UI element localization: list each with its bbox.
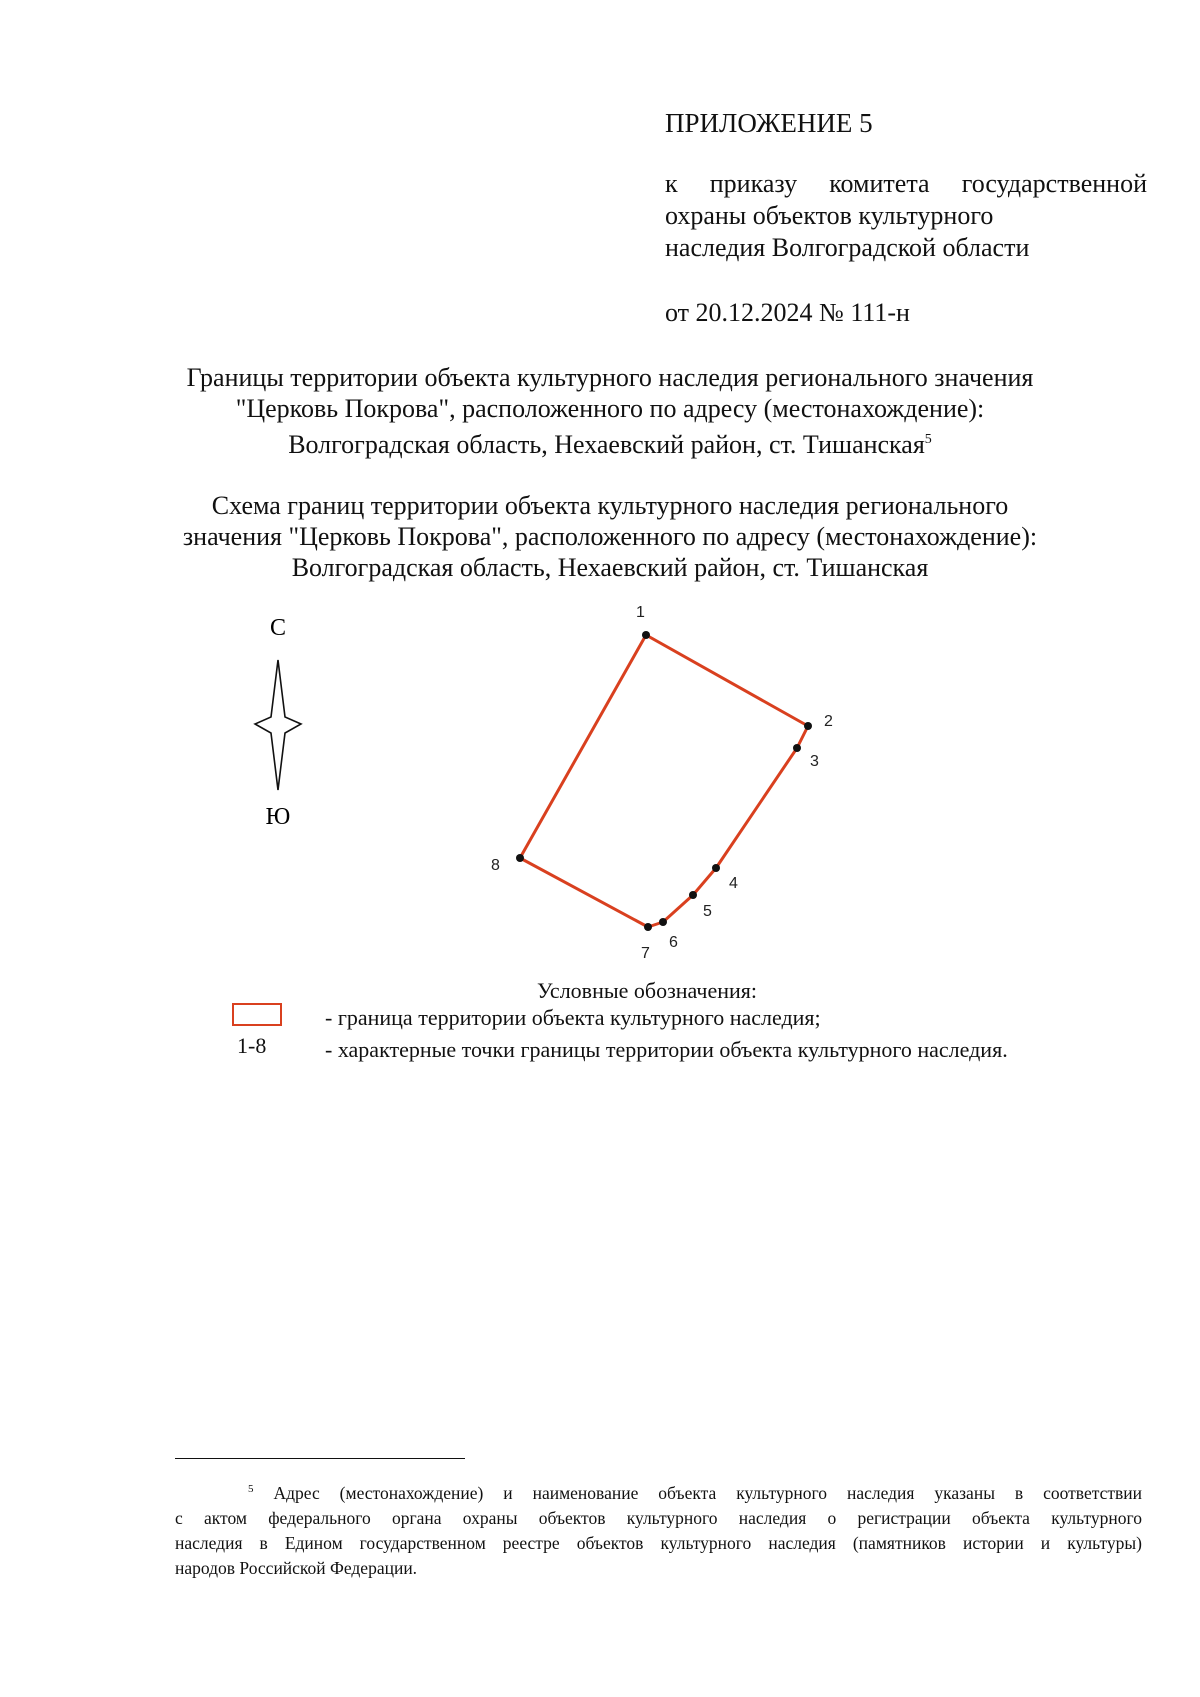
boundaries-heading	[150, 362, 1070, 460]
order-date: от 20.12.2024 № 111-н	[665, 298, 910, 327]
scheme-heading-line: значения "Церковь Покрова", расположенного по адресу (местонахождение):	[182, 522, 1038, 551]
point-label: 3	[810, 753, 819, 770]
legend-boundary-desc: - граница территории объекта культурного наследия;	[325, 1005, 821, 1030]
point-label: 2	[824, 713, 833, 730]
appendix-title: ПРИЛОЖЕНИЕ 5	[665, 108, 873, 138]
order-reference-line: охраны объектов культурного	[665, 201, 994, 230]
boundary-point	[516, 854, 524, 862]
boundary-point	[804, 722, 812, 730]
point-label: 4	[729, 875, 738, 892]
scheme-heading	[150, 490, 1070, 583]
boundary-point	[712, 864, 720, 872]
legend-title: Условные обозначения:	[537, 978, 758, 1003]
boundary-scheme	[0, 590, 1200, 970]
scheme-heading-line: Волгоградская область, Нехаевский район, ст. Тишанская	[291, 553, 929, 582]
order-reference-line: наследия Волгоградской области	[665, 233, 1030, 262]
order-reference	[665, 168, 1147, 264]
heading-line: Границы территории объекта культурного наследия регионального значения	[186, 363, 1034, 392]
scheme-heading-line: Схема границ территории объекта культурного наследия регионального	[211, 491, 1009, 520]
footnote-ref: 5	[924, 432, 932, 447]
footnote-line-first	[175, 1477, 1142, 1506]
footnote-separator	[175, 1458, 465, 1459]
boundary-point	[793, 744, 801, 752]
point-label: 5	[703, 903, 712, 920]
boundary-point	[644, 923, 652, 931]
footnote-line: народов Российской Федерации.	[175, 1558, 418, 1578]
legend-points-desc: - характерные точки границы территории объекта культурного наследия.	[325, 1037, 1008, 1062]
boundary-point	[689, 891, 697, 899]
footnote-line: с актом федерального органа охраны объектов культурного наследия о регистрации объекта культурного	[175, 1508, 1142, 1528]
footnote-number: 5	[248, 1483, 254, 1495]
footnote-line-text: Адрес (местонахождение) и наименование объекта культурного наследия указаны в соответствии	[273, 1483, 1142, 1503]
heading-line: "Церковь Покрова", расположенного по адресу (местонахождение):	[235, 394, 985, 423]
point-label: 1	[636, 604, 645, 621]
order-reference-line: к приказу комитета государственной	[665, 169, 1147, 198]
heading-line-last	[150, 424, 1070, 460]
boundary-point-labels	[491, 604, 833, 962]
footnote-line: наследия в Едином государственном реестре объектов культурного наследия (памятников истории и культуры)	[175, 1533, 1142, 1553]
legend-points-range: 1-8	[237, 1033, 267, 1058]
compass-star-shape	[255, 660, 301, 790]
boundary-point	[659, 918, 667, 926]
boundary-points	[516, 631, 812, 931]
compass-north-label: С	[269, 615, 287, 641]
compass-south-label: Ю	[265, 804, 291, 830]
point-label: 8	[491, 857, 500, 874]
footnote	[175, 1477, 1142, 1581]
boundary-point	[642, 631, 650, 639]
compass-rose-icon	[255, 615, 301, 830]
legend-boundary-swatch	[232, 1003, 282, 1026]
point-label: 6	[669, 934, 678, 951]
point-label: 7	[641, 945, 650, 962]
boundary-polygon	[520, 635, 808, 927]
heading-line-text: Волгоградская область, Нехаевский район, ст. Тишанская	[288, 430, 925, 459]
